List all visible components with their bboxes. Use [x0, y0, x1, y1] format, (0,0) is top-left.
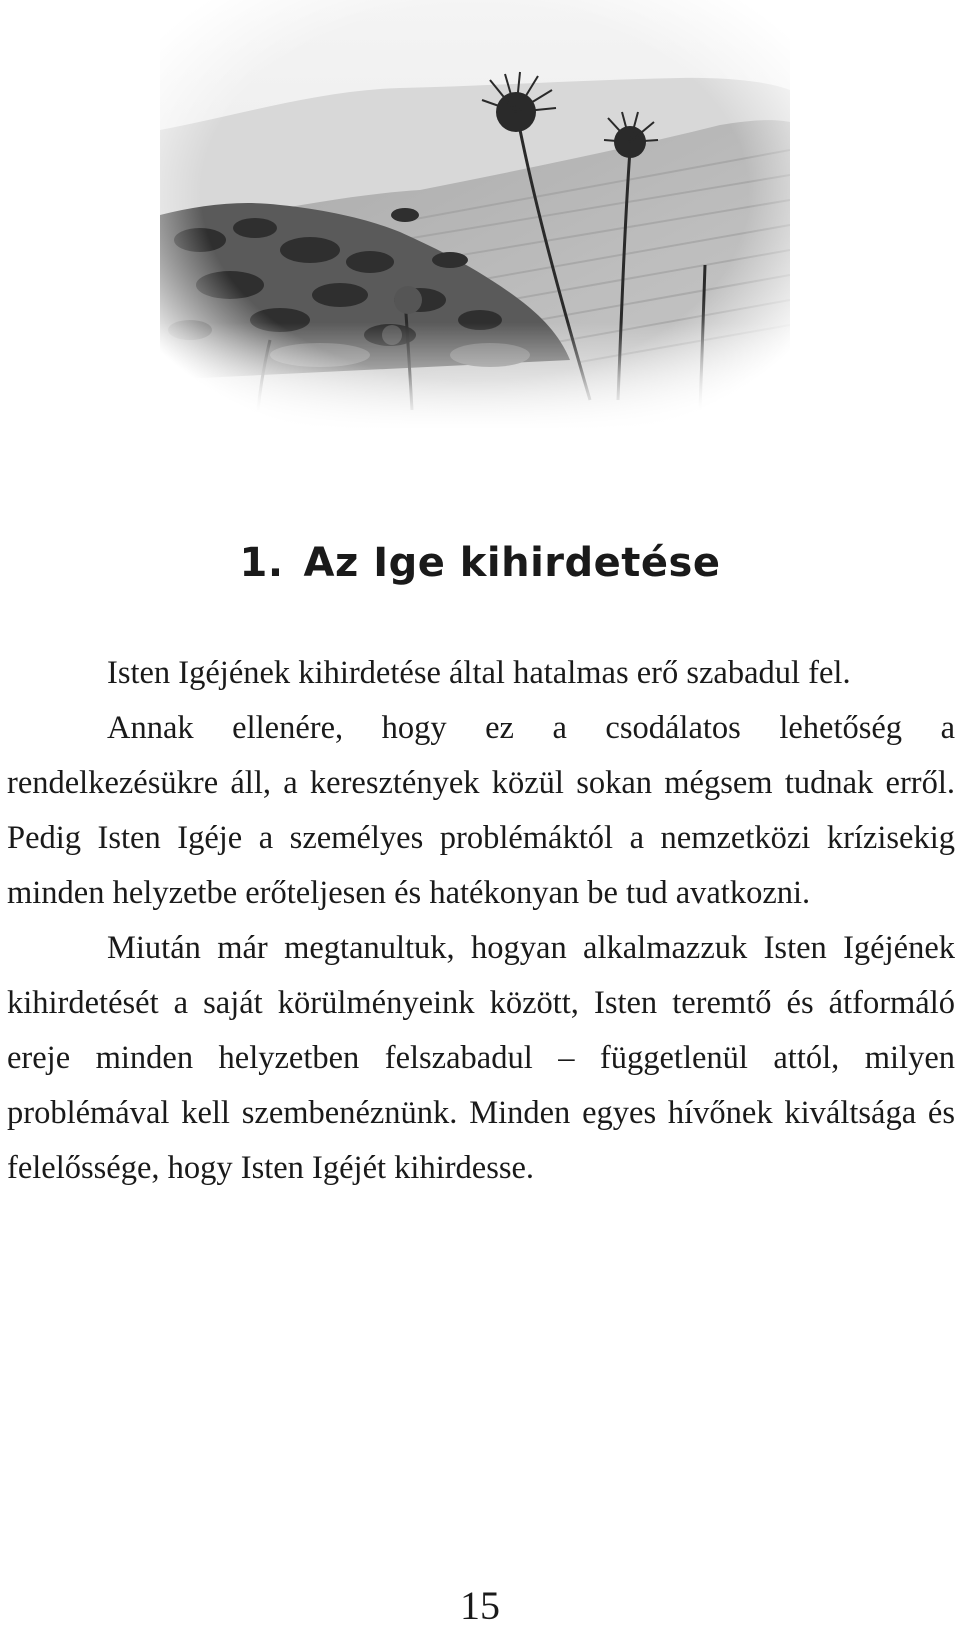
chapter-title [0, 540, 960, 586]
paragraph-3: Miután már megtanultuk, hogyan alkalmazzuk Isten Igéjének kihirdetését a saját körülményeink között, Isten teremtő és átformáló ereje minden helyzetben felszabadul – függetlenül attól, milyen problémával kell szembenéznünk. Minden egyes hívőnek kiváltsága és felelőssége, hogy Isten Igéjét kihirdesse. [7, 930, 955, 1186]
page-number: 15 [460, 1583, 500, 1628]
chapter-number: 1. [239, 540, 284, 586]
chapter-title-text: Az Ige kihirdetése [303, 540, 721, 586]
paragraph-2: Annak ellenére, hogy ez a csodálatos lehetőség a rendelkezésükre áll, a keresztények közül sokan mégsem tudnak erről. Pedig Isten Igéje a személyes problémáktól a nemzetközi krízisekig minden helyzetbe erőteljesen és hatékonyan be tud avatkozni. [7, 710, 955, 911]
paragraph-1: Isten Igéjének kihirdetése által hatalmas erő szabadul fel. [107, 655, 851, 691]
body-text [7, 646, 955, 1196]
landscape-photo [160, 0, 790, 430]
